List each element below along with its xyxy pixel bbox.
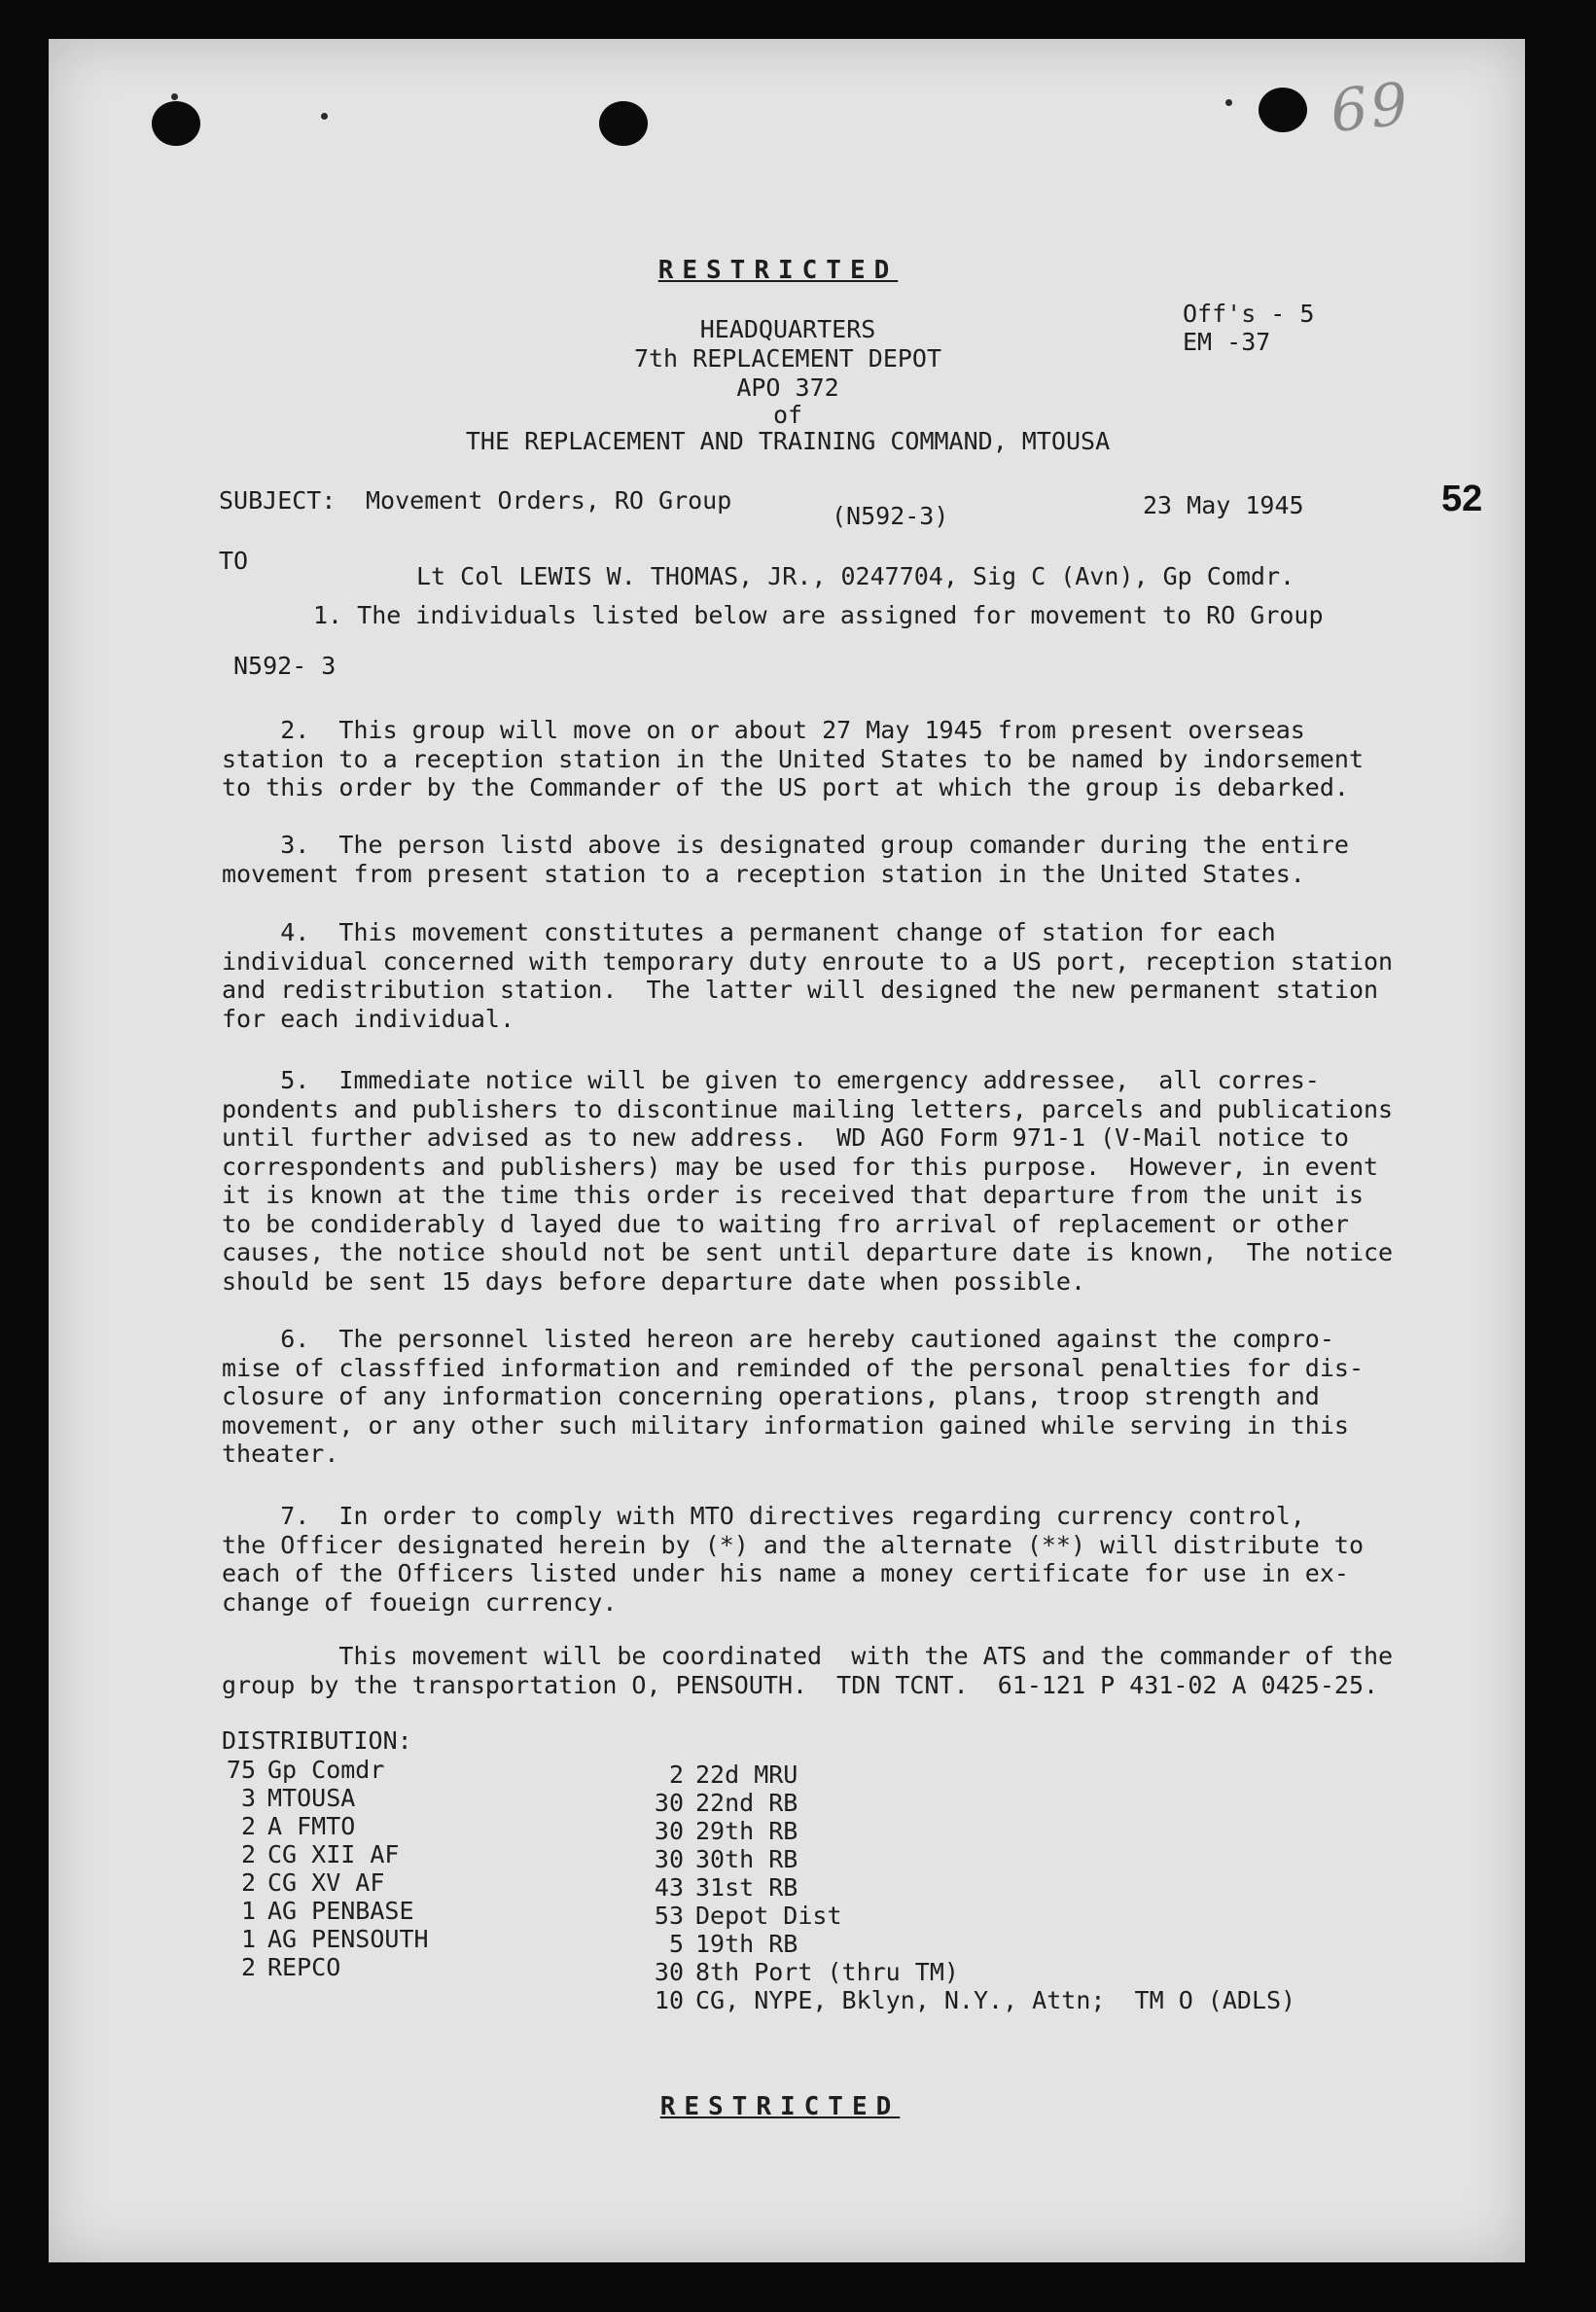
- distribution-label: DISTRIBUTION:: [222, 1726, 412, 1755]
- distribution-item: [209, 1868, 429, 1897]
- distribution-count: 1: [240, 1897, 256, 1925]
- hq-line-5: THE REPLACEMENT AND TRAINING COMMAND, MTOUSA: [465, 427, 1111, 455]
- hq-line-4: of: [772, 401, 803, 429]
- distribution-recipient: 22d MRU: [695, 1761, 798, 1789]
- paragraph-1-group: N592- 3: [233, 652, 337, 680]
- distribution-recipient: AG PENBASE: [267, 1897, 414, 1925]
- distribution-count: 3: [240, 1784, 256, 1812]
- restricted-heading-top: RESTRICTED: [657, 256, 899, 285]
- distribution-recipient: CG XII AF: [267, 1840, 400, 1868]
- distribution-recipient: CG XV AF: [267, 1868, 385, 1897]
- distribution-count: 30: [654, 1789, 684, 1817]
- distribution-item: [637, 1902, 1295, 1930]
- distribution-recipient: A FMTO: [267, 1812, 356, 1840]
- speck: [1225, 99, 1232, 106]
- distribution-count: 10: [654, 1986, 684, 2014]
- to-label: TO: [219, 547, 249, 575]
- speck: [321, 113, 328, 120]
- distribution-item: [209, 1897, 429, 1925]
- distribution-list-right: [637, 1761, 1295, 2014]
- distribution-item: [637, 1817, 1295, 1845]
- distribution-recipient: REPCO: [267, 1953, 341, 1981]
- paragraph-2: 2. This group will move on or about 27 May 1945 from present overseas station to a reception station in the United States to be named by indorsement to this order by the Commander of the US port at which the group is debarked.: [222, 716, 1364, 801]
- distribution-item: [637, 1845, 1295, 1873]
- distribution-list-left: [209, 1756, 429, 1981]
- distribution-item: [637, 1789, 1295, 1817]
- paragraph-1: 1. The individuals listed below are assigned for movement to RO Group: [313, 601, 1324, 629]
- distribution-count: 30: [654, 1845, 684, 1873]
- distribution-recipient: 30th RB: [695, 1845, 798, 1873]
- distribution-count: 2: [668, 1761, 684, 1789]
- distribution-recipient: 31st RB: [695, 1873, 798, 1902]
- distribution-item: [637, 1986, 1295, 2014]
- distribution-item: [637, 1930, 1295, 1958]
- distribution-count: 2: [240, 1812, 256, 1840]
- distribution-item: [209, 1840, 429, 1868]
- subject-date: 23 May 1945: [1143, 491, 1304, 519]
- restricted-heading-bottom: RESTRICTED: [659, 2092, 901, 2121]
- distribution-count: 30: [654, 1958, 684, 1986]
- distribution-recipient: 29th RB: [695, 1817, 798, 1845]
- distribution-item: [209, 1784, 429, 1812]
- distribution-item: [209, 1756, 429, 1784]
- distribution-count: 5: [668, 1930, 684, 1958]
- distribution-recipient: Gp Comdr: [267, 1756, 385, 1784]
- to-text: Lt Col LEWIS W. THOMAS, JR., 0247704, Sig C (Avn), Gp Comdr.: [416, 562, 1295, 590]
- document-page: [49, 39, 1525, 2262]
- distribution-count: 30: [654, 1817, 684, 1845]
- officers-count: Off's - 5: [1183, 300, 1315, 328]
- paragraph-8: This movement will be coordinated with the ATS and the commander of the group by the transportation O, PENSOUTH. TDN TCNT. 61-121 P 431-02 A 0425-25.: [222, 1642, 1394, 1699]
- distribution-recipient: 19th RB: [695, 1930, 798, 1958]
- distribution-count: 43: [654, 1873, 684, 1902]
- page-number: 52: [1441, 479, 1483, 519]
- subject-label: SUBJECT:: [219, 486, 337, 515]
- distribution-recipient: 22nd RB: [695, 1789, 798, 1817]
- distribution-item: [637, 1873, 1295, 1902]
- distribution-count: 75: [226, 1756, 256, 1784]
- distribution-item: [209, 1925, 429, 1953]
- distribution-count: 2: [240, 1868, 256, 1897]
- hq-line-1: HEADQUARTERS: [699, 315, 876, 343]
- distribution-count: 53: [654, 1902, 684, 1930]
- paragraph-4: 4. This movement constitutes a permanent change of station for each individual concerned with temporary duty enroute to a US port, reception station and redistribution station. The latter will designed the new permanent station for each individual.: [222, 918, 1394, 1033]
- distribution-item: [637, 1958, 1295, 1986]
- distribution-item: [209, 1812, 429, 1840]
- distribution-item: [209, 1953, 429, 1981]
- paragraph-3: 3. The person listd above is designated group comander during the entire movement from present station to a reception station in the United States.: [222, 831, 1349, 888]
- paragraph-7: 7. In order to comply with MTO directives regarding currency control, the Officer designated herein by (*) and the alternate (**) will distribute to each of the Officers listed under his name a money certificate for use in ex- change of foueign currency.: [222, 1502, 1364, 1617]
- subject-text: Movement Orders, RO Group: [366, 486, 732, 515]
- distribution-count: 2: [240, 1840, 256, 1868]
- subject-code: (N592-3): [832, 502, 949, 530]
- distribution-recipient: 8th Port (thru TM): [695, 1958, 959, 1986]
- speck: [171, 93, 178, 100]
- distribution-recipient: AG PENSOUTH: [267, 1925, 429, 1953]
- distribution-item: [637, 1761, 1295, 1789]
- punch-hole: [152, 101, 200, 146]
- paragraph-6: 6. The personnel listed hereon are hereby cautioned against the compro- mise of classffied information and reminded of the personal penalties for dis- closure of any information concerning operations, plans, troop strength and movement, or any other such military information gained while serving in this theater.: [222, 1325, 1364, 1468]
- hq-line-2: 7th REPLACEMENT DEPOT: [633, 344, 942, 373]
- handwritten-number: 69: [1327, 69, 1414, 147]
- punch-hole: [599, 101, 648, 146]
- hq-line-3: APO 372: [736, 373, 839, 402]
- enlisted-count: EM -37: [1183, 328, 1271, 356]
- punch-hole: [1259, 88, 1307, 132]
- distribution-recipient: MTOUSA: [267, 1784, 356, 1812]
- distribution-count: 1: [240, 1925, 256, 1953]
- distribution-recipient: Depot Dist: [695, 1902, 842, 1930]
- distribution-count: 2: [240, 1953, 256, 1981]
- paragraph-5: 5. Immediate notice will be given to emergency addressee, all corres- pondents and publishers to discontinue mailing letters, parcels and publications until further advised as to new address. WD AGO Form 971-1 (V-Mail notice to correspondents and publishers) may be used for this purpose. However, in event it is known at the time this order is received that departure from the unit is to be condiderably d layed due to waiting fro arrival of replacement or other causes, the notice should not be sent until departure date is known, The notice should be sent 15 days before departure date when possible.: [222, 1066, 1394, 1296]
- distribution-recipient: CG, NYPE, Bklyn, N.Y., Attn; TM O (ADLS): [695, 1986, 1296, 2014]
